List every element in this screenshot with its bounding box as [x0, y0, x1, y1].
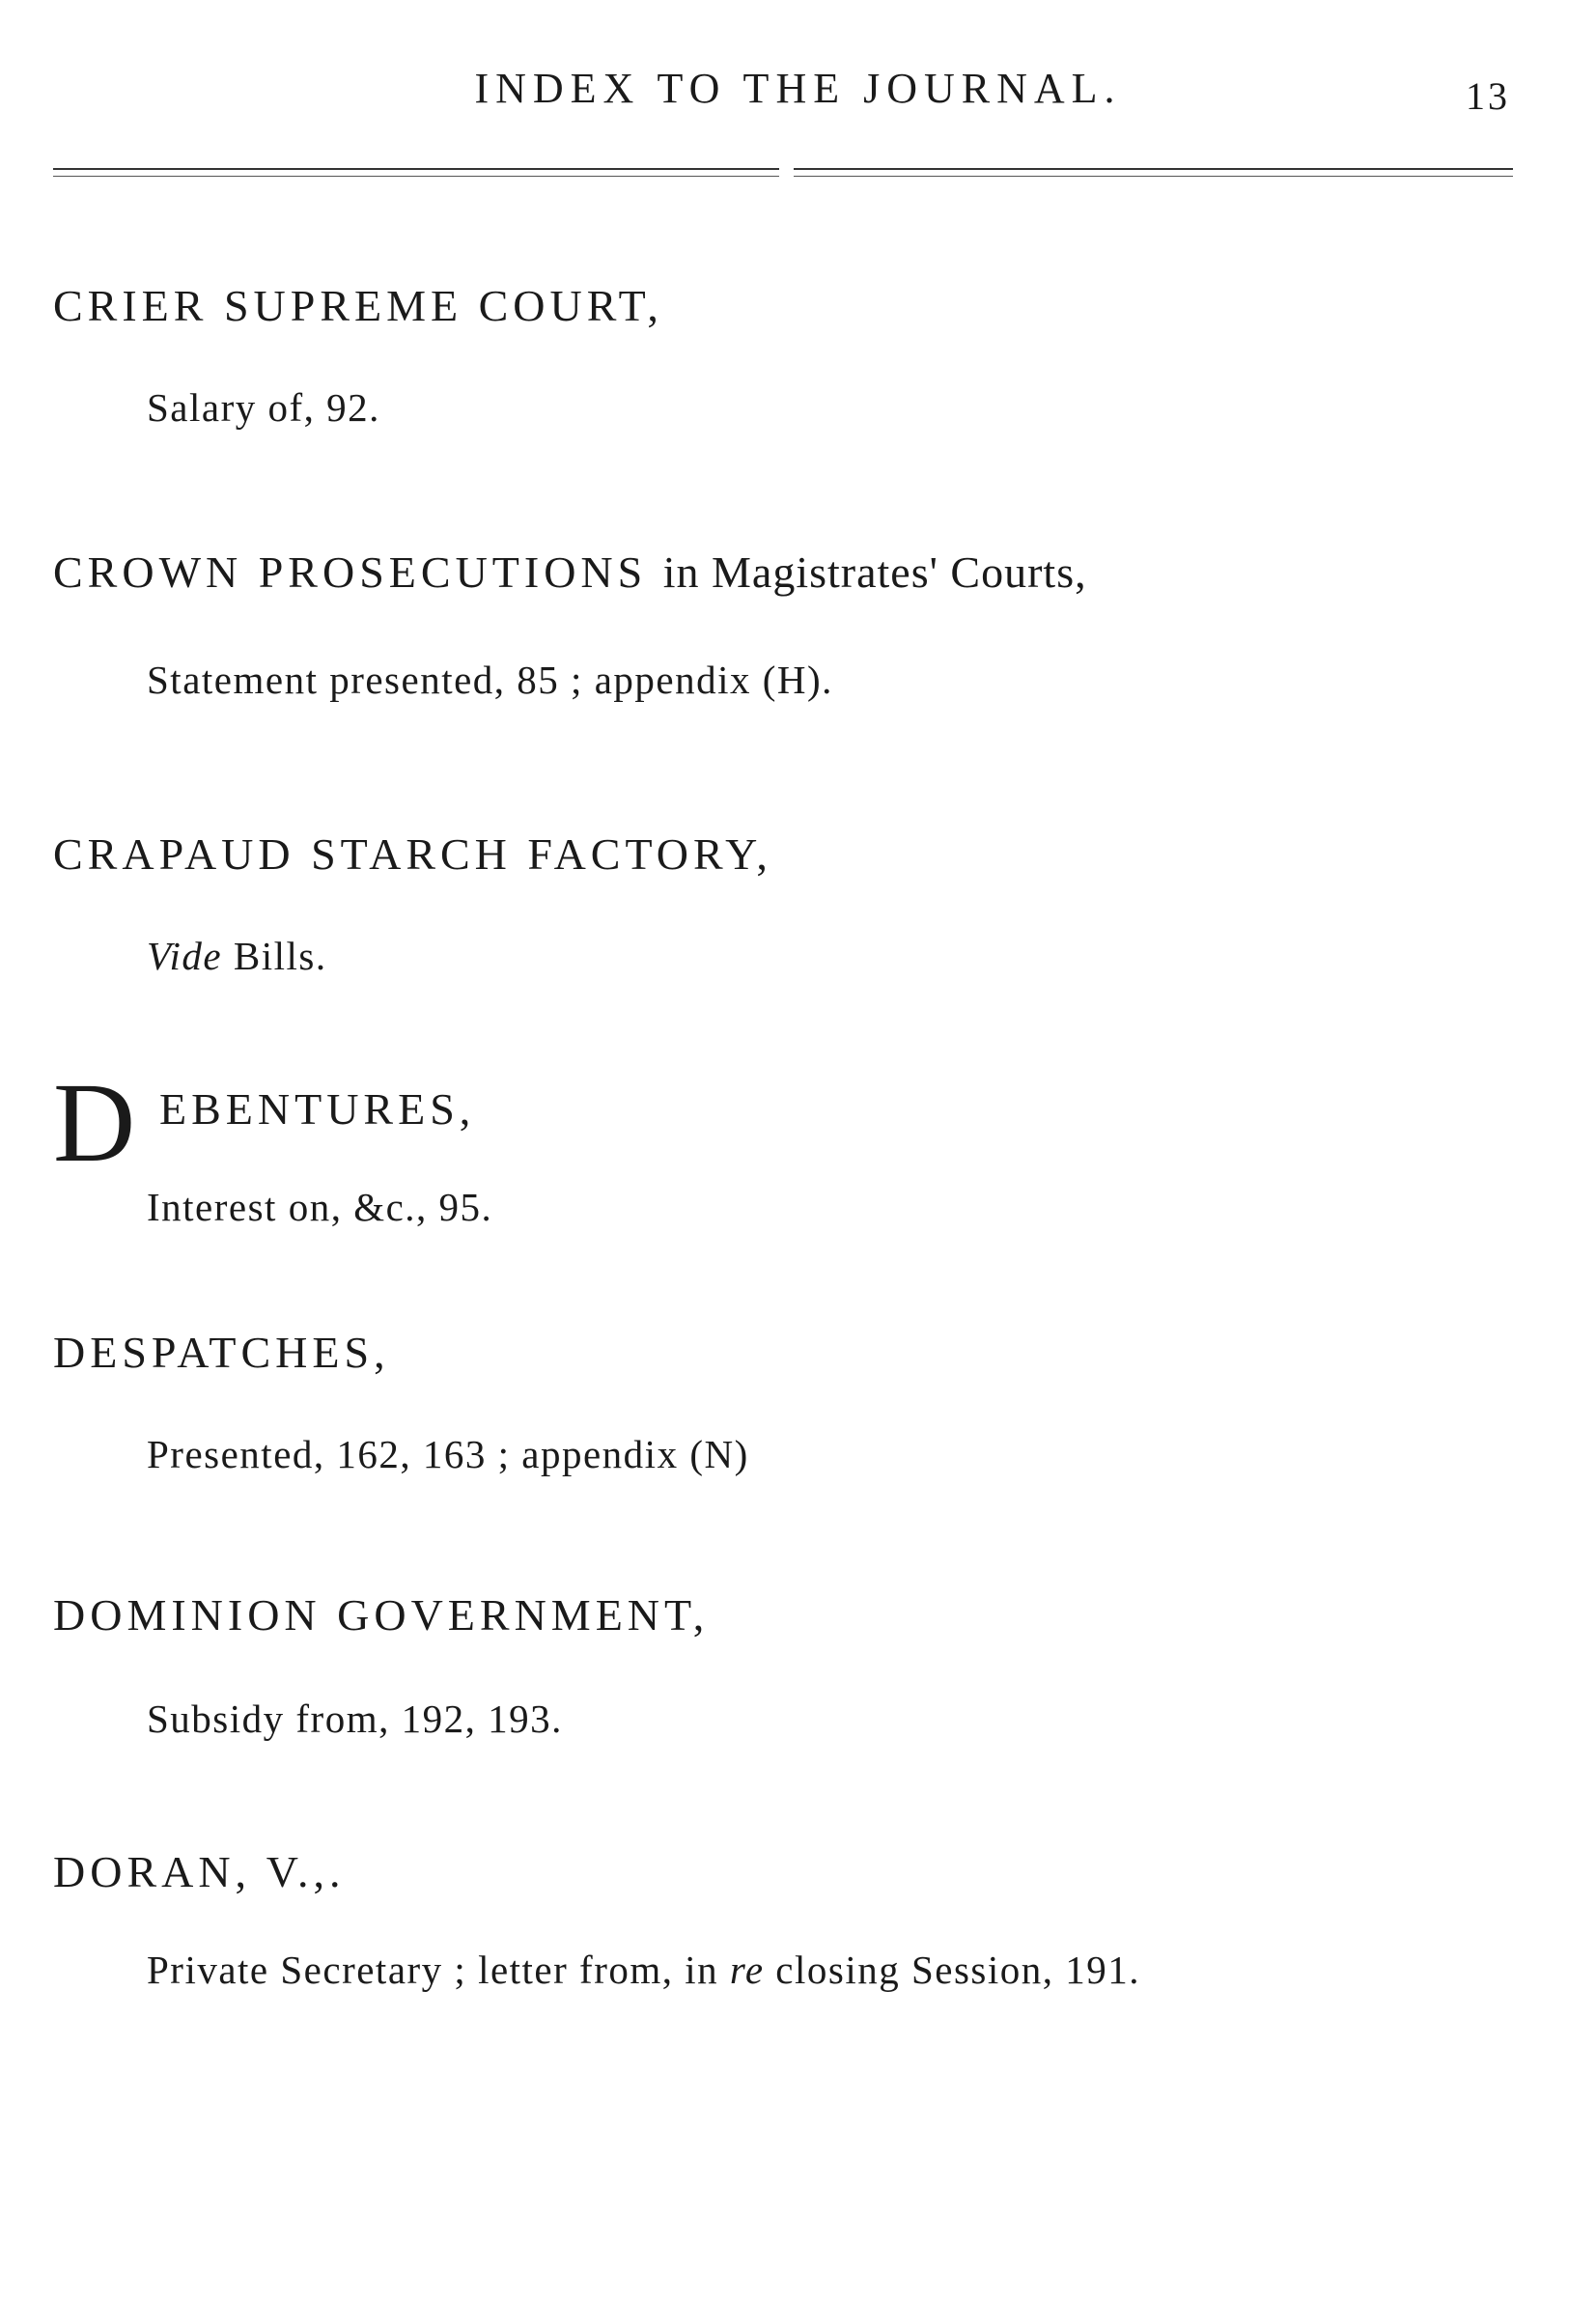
italic-vide: Vide [147, 934, 223, 978]
index-heading-crier: CRIER SUPREME COURT, [53, 281, 663, 330]
heading-lowercase: in Magistrates' Courts, [662, 547, 1087, 597]
drop-cap: D [53, 1059, 136, 1186]
index-heading-crown-prosecutions [53, 547, 1087, 598]
index-heading-crapaud: CRAPAUD STARCH FACTORY, [53, 829, 772, 879]
index-sub-doran [147, 1947, 1140, 1993]
heading-caps: CROWN PROSECUTIONS [53, 547, 648, 597]
page-title: INDEX TO THE JOURNAL. [474, 65, 1122, 112]
index-heading-despatches: DESPATCHES, [53, 1328, 390, 1377]
index-sub-debentures: Interest on, &c., 95. [147, 1185, 493, 1229]
page-number: 13 [1466, 74, 1510, 118]
header-rule-right [794, 168, 1513, 177]
sub-rest: Bills. [233, 934, 327, 978]
index-sub-crier: Salary of, 92. [147, 385, 380, 430]
index-heading-dominion: DOMINION GOVERNMENT, [53, 1590, 710, 1640]
index-sub-dominion: Subsidy from, 192, 193. [147, 1696, 563, 1741]
italic-re: re [729, 1948, 765, 1992]
sub-before: Private Secretary ; letter from, in [147, 1948, 719, 1992]
index-sub-crown-prosecutions: Statement presented, 85 ; appendix (H). [147, 658, 833, 702]
header-rule-left [53, 168, 779, 177]
index-sub-crapaud [147, 933, 327, 979]
sub-after: closing Session, 191. [775, 1948, 1141, 1992]
index-heading-doran: DORAN, V.,. [53, 1847, 346, 1896]
heading-rest: EBENTURES, [159, 1084, 476, 1134]
index-sub-despatches: Presented, 162, 163 ; appendix (N) [147, 1432, 749, 1476]
